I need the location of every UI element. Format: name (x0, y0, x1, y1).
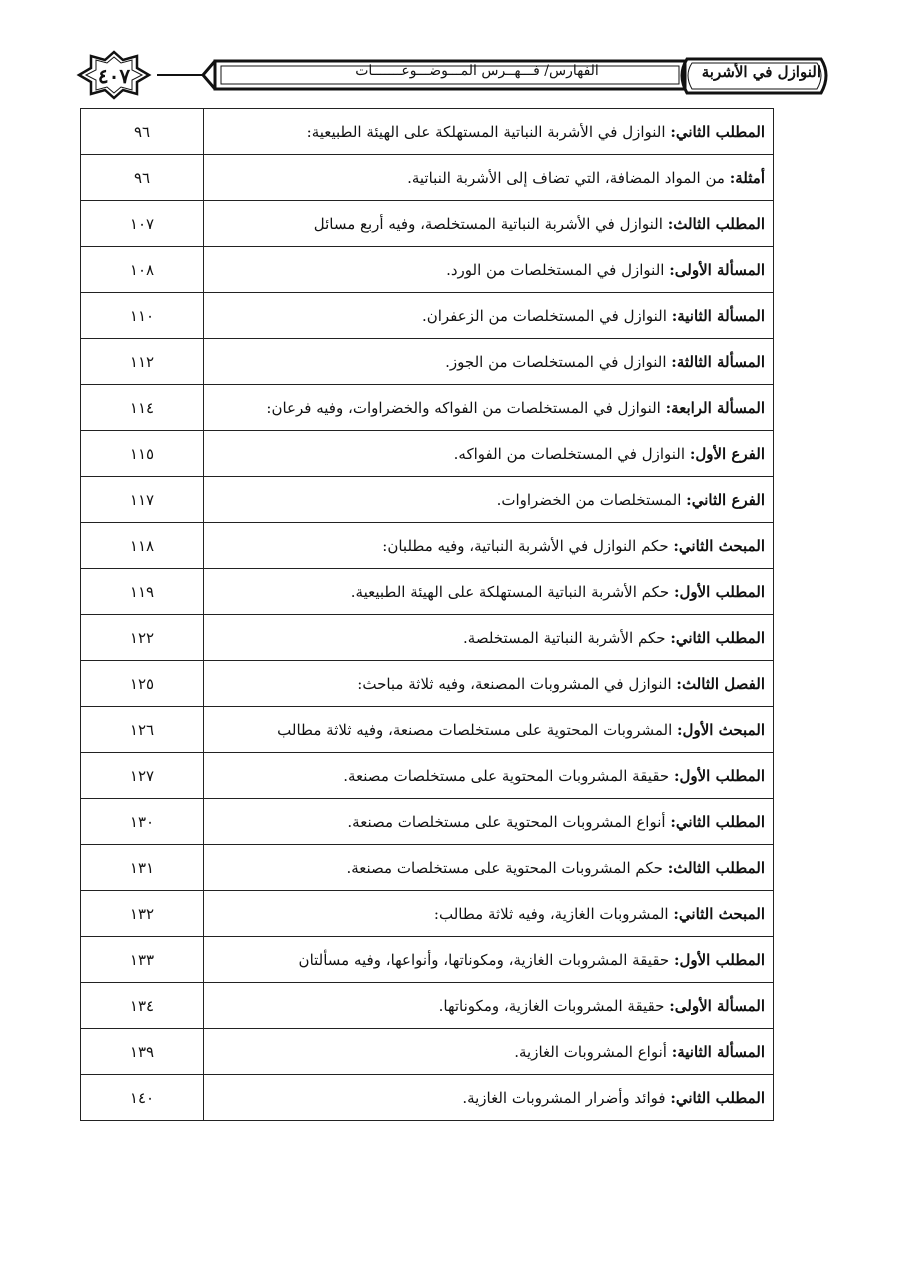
topic-text: حقيقة المشروبات الغازية، ومكوناتها، وأنواعها، وفيه مسألتان (298, 951, 674, 969)
page-ref: ١٣٣ (81, 937, 204, 983)
index-row (81, 799, 774, 845)
topic-heading-label: المطلب الثاني: (670, 629, 765, 647)
topic-text: حكم الأشربة النباتية المستهلكة على الهيئة الطبيعية. (350, 583, 674, 601)
topic-text: أنواع المشروبات المحتوية على مستخلصات مصنعة. (347, 813, 671, 831)
topic-text: النوازل في المستخلصات من الفواكه. (453, 445, 690, 463)
topic-cell (204, 109, 774, 155)
topic-cell (204, 155, 774, 201)
topic-text: فوائد وأضرار المشروبات الغازية. (462, 1089, 671, 1107)
page-ref: ١٣١ (81, 845, 204, 891)
topic-heading-label: المبحث الثاني: (673, 537, 765, 555)
index-row (81, 753, 774, 799)
topic-cell (204, 661, 774, 707)
page-number: ٤٠٧ (97, 64, 131, 88)
topic-cell (204, 845, 774, 891)
index-row (81, 569, 774, 615)
topic-heading-label: المسألة الرابعة: (665, 399, 765, 417)
page-ref: ١١٥ (81, 431, 204, 477)
topic-text: حقيقة المشروبات المحتوية على مستخلصات مصنعة. (343, 767, 674, 785)
topic-text: من المواد المضافة، التي تضاف إلى الأشربة النباتية. (407, 169, 730, 187)
topic-text: النوازل في المستخلصات من الفواكه والخضراوات، وفيه فرعان: (266, 399, 666, 417)
index-row (81, 523, 774, 569)
topic-heading-label: المسألة الأولى: (669, 261, 765, 279)
topic-text: النوازل في الأشربة النباتية المستهلكة على الهيئة الطبيعية: (306, 123, 671, 141)
index-row (81, 247, 774, 293)
index-row (81, 431, 774, 477)
topic-heading-label: المطلب الثالث: (667, 215, 765, 233)
topic-cell (204, 707, 774, 753)
page-ref: ١٣٩ (81, 1029, 204, 1075)
book-title: النوازل في الأشربة (701, 63, 821, 81)
index-row (81, 1029, 774, 1075)
topic-text: النوازل في المستخلصات من الزعفران. (421, 307, 672, 325)
topic-heading-label: المطلب الأول: (673, 767, 765, 785)
page-ref: ١١٩ (81, 569, 204, 615)
topic-text: حقيقة المشروبات الغازية، ومكوناتها. (438, 997, 670, 1015)
index-row (81, 983, 774, 1029)
page-ref: ١٢٥ (81, 661, 204, 707)
running-header (75, 50, 835, 102)
index-row (81, 201, 774, 247)
index-row (81, 615, 774, 661)
topic-heading-label: المطلب الأول: (673, 951, 765, 969)
index-row (81, 707, 774, 753)
topic-heading-label: المسألة الثانية: (671, 307, 765, 325)
page-ref: ١١٢ (81, 339, 204, 385)
topic-cell (204, 891, 774, 937)
page-ref: ١١٨ (81, 523, 204, 569)
topic-cell (204, 247, 774, 293)
topic-text: النوازل في المشروبات المصنعة، وفيه ثلاثة مباحث: (357, 675, 677, 693)
index-row (81, 1075, 774, 1121)
topic-cell (204, 615, 774, 661)
topic-cell (204, 293, 774, 339)
topic-cell (204, 431, 774, 477)
topic-heading-label: المبحث الأول: (677, 721, 765, 739)
topic-cell (204, 385, 774, 431)
index-row (81, 937, 774, 983)
topic-cell (204, 201, 774, 247)
page-ref: ١٣٠ (81, 799, 204, 845)
topic-text: أنواع المشروبات الغازية. (514, 1043, 672, 1061)
topic-heading-label: المطلب الثاني: (670, 1089, 765, 1107)
topic-heading-label: المطلب الثالث: (667, 859, 765, 877)
topic-text: النوازل في الأشربة النباتية المستخلصة، وفيه أربع مسائل (313, 215, 668, 233)
topic-heading-label: الفصل الثالث: (676, 675, 765, 693)
topic-text: النوازل في المستخلصات من الورد. (446, 261, 670, 279)
topic-heading-label: المبحث الثاني: (673, 905, 765, 923)
topic-heading-label: المطلب الثاني: (670, 813, 765, 831)
topic-text: حكم الأشربة النباتية المستخلصة. (463, 629, 671, 647)
index-row (81, 109, 774, 155)
page-ref: ١٣٢ (81, 891, 204, 937)
topic-heading-label: المسألة الثانية: (671, 1043, 765, 1061)
index-row (81, 477, 774, 523)
topics-index-table (80, 108, 774, 1121)
page-ref: ١١٧ (81, 477, 204, 523)
topic-cell (204, 1029, 774, 1075)
topic-cell (204, 753, 774, 799)
topic-cell (204, 477, 774, 523)
page-ref: ١٤٠ (81, 1075, 204, 1121)
index-row (81, 845, 774, 891)
page-ref: ١٢٢ (81, 615, 204, 661)
topic-text: المشروبات المحتوية على مستخلصات مصنعة، وفيه ثلاثة مطالب (277, 721, 678, 739)
page-ref: ١٠٨ (81, 247, 204, 293)
topic-cell (204, 1075, 774, 1121)
topic-cell (204, 339, 774, 385)
page-ref: ٩٦ (81, 155, 204, 201)
topic-heading-label: المسألة الثالثة: (671, 353, 765, 371)
index-row (81, 891, 774, 937)
topic-heading-label: المطلب الأول: (673, 583, 765, 601)
topic-heading-label: الفرع الأول: (689, 445, 765, 463)
topic-text: المستخلصات من الخضراوات. (496, 491, 687, 509)
page-ref: ١٠٧ (81, 201, 204, 247)
index-row (81, 155, 774, 201)
index-row (81, 661, 774, 707)
topic-text: حكم النوازل في الأشربة النباتية، وفيه مطلبان: (382, 537, 674, 555)
index-row (81, 385, 774, 431)
page-ref: ١١٤ (81, 385, 204, 431)
page-ref: ١١٠ (81, 293, 204, 339)
page-ref: ١٢٧ (81, 753, 204, 799)
topic-cell (204, 937, 774, 983)
topic-heading-label: أمثلة: (729, 169, 765, 187)
section-title: الفهارس/ فـــهــرس المـــوضـــوعـــــــات (355, 63, 599, 79)
topic-text: المشروبات الغازية، وفيه ثلاثة مطالب: (433, 905, 674, 923)
topic-cell (204, 799, 774, 845)
topic-heading-label: المسألة الأولى: (669, 997, 765, 1015)
topic-text: حكم المشروبات المحتوية على مستخلصات مصنعة. (346, 859, 668, 877)
page-ref: ٩٦ (81, 109, 204, 155)
topic-heading-label: المطلب الثاني: (670, 123, 765, 141)
index-row (81, 293, 774, 339)
topic-cell (204, 523, 774, 569)
topic-cell (204, 569, 774, 615)
page-ref: ١٣٤ (81, 983, 204, 1029)
index-row (81, 339, 774, 385)
topic-heading-label: الفرع الثاني: (686, 491, 765, 509)
topic-text: النوازل في المستخلصات من الجوز. (445, 353, 672, 371)
page-ref: ١٢٦ (81, 707, 204, 753)
topic-cell (204, 983, 774, 1029)
